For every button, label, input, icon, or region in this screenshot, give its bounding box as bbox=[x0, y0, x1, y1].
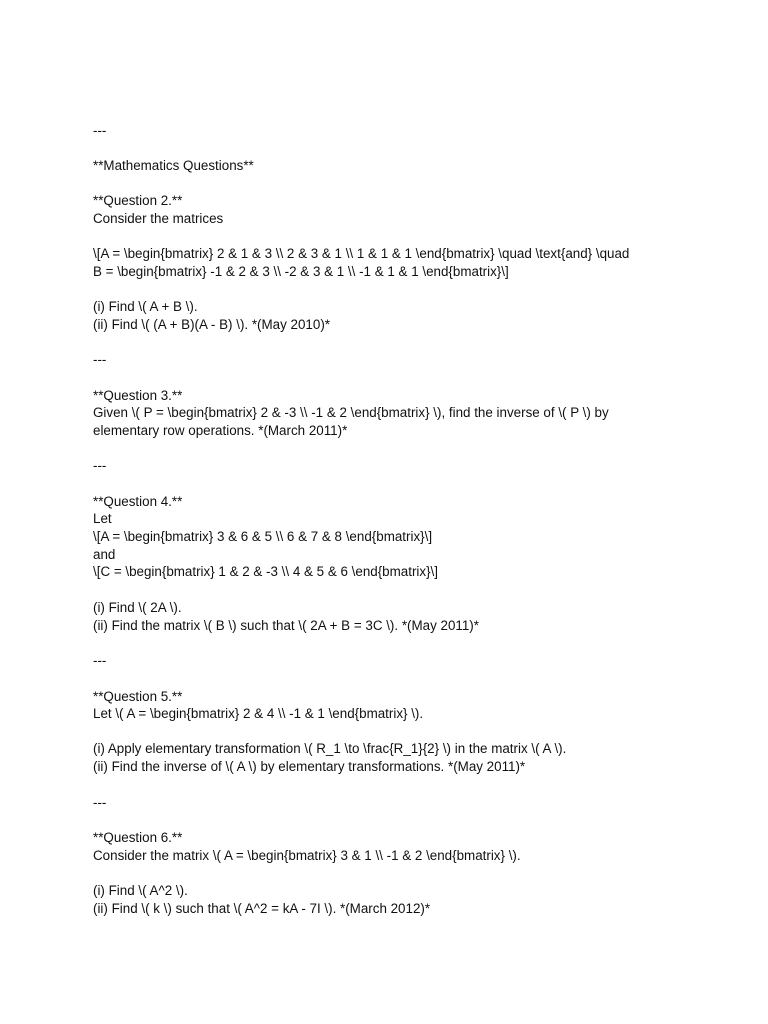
question-6-part-ii: (ii) Find \( k \) such that \( A^2 = kA - 7I \). *(March 2012)* bbox=[93, 901, 431, 916]
question-5-part-ii: (ii) Find the inverse of \( A \) by elementary transformations. *(May 2011)* bbox=[93, 759, 526, 774]
question-2-text: Consider the matrices bbox=[93, 211, 224, 226]
question-2-heading: **Question 2.** bbox=[93, 193, 183, 208]
question-6-heading: **Question 6.** bbox=[93, 830, 183, 845]
question-4-heading: **Question 4.** bbox=[93, 494, 183, 509]
document-title: **Mathematics Questions** bbox=[93, 158, 254, 173]
separator: --- bbox=[93, 795, 107, 810]
separator: --- bbox=[93, 352, 107, 367]
question-4-part-i: (i) Find \( 2A \). bbox=[93, 600, 182, 615]
question-5-part-i: (i) Apply elementary transformation \( R_1 \to \frac{R_1}{2} \) in the matrix \( A \). bbox=[93, 741, 567, 756]
question-6-part-i: (i) Find \( A^2 \). bbox=[93, 883, 188, 898]
question-3-text: Given \( P = \begin{bmatrix} 2 & -3 \\ -1 & 2 \end{bmatrix} \), find the inverse of \( P \) by bbox=[93, 405, 609, 420]
question-4-matrix-c: \[C = \begin{bmatrix} 1 & 2 & -3 \\ 4 & 5 & 6 \end{bmatrix}\] bbox=[93, 564, 438, 579]
question-2-part-ii: (ii) Find \( (A + B)(A - B) \). *(May 2010)* bbox=[93, 317, 330, 332]
question-4-part-ii: (ii) Find the matrix \( B \) such that \( 2A + B = 3C \). *(May 2011)* bbox=[93, 618, 479, 633]
question-2-matrix-a: \[A = \begin{bmatrix} 2 & 1 & 3 \\ 2 & 3 & 1 \\ 1 & 1 & 1 \end{bmatrix} \quad \text{and} \quad bbox=[93, 246, 630, 261]
question-3-text-cont: elementary row operations. *(March 2011)* bbox=[93, 423, 348, 438]
question-6-text: Consider the matrix \( A = \begin{bmatrix} 3 & 1 \\ -1 & 2 \end{bmatrix} \). bbox=[93, 848, 521, 863]
question-3-heading: **Question 3.** bbox=[93, 388, 183, 403]
question-4-matrix-a: \[A = \begin{bmatrix} 3 & 6 & 5 \\ 6 & 7 & 8 \end{bmatrix}\] bbox=[93, 529, 433, 544]
question-2-part-i: (i) Find \( A + B \). bbox=[93, 299, 198, 314]
separator: --- bbox=[93, 653, 107, 668]
question-4-text: Let bbox=[93, 511, 112, 526]
question-2-matrix-b: B = \begin{bmatrix} -1 & 2 & 3 \\ -2 & 3 & 1 \\ -1 & 1 & 1 \end{bmatrix}\] bbox=[93, 264, 509, 279]
separator: --- bbox=[93, 458, 107, 473]
question-5-heading: **Question 5.** bbox=[93, 689, 183, 704]
question-4-and: and bbox=[93, 547, 116, 562]
separator: --- bbox=[93, 123, 107, 138]
question-5-text: Let \( A = \begin{bmatrix} 2 & 4 \\ -1 & 1 \end{bmatrix} \). bbox=[93, 706, 424, 721]
